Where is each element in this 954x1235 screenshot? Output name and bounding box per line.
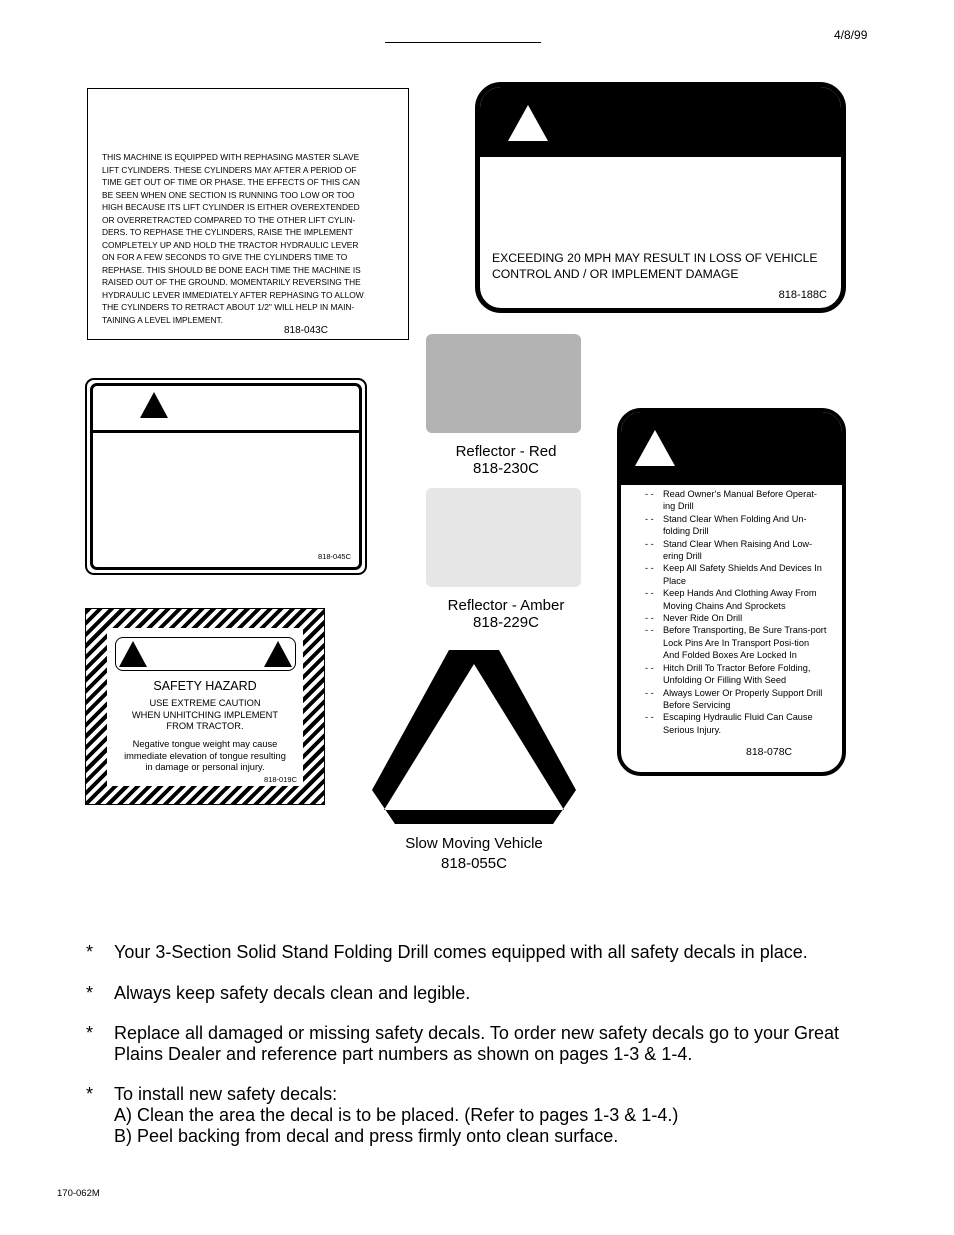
decal-header-band — [621, 412, 842, 485]
text-line: USE EXTREME CAUTION — [149, 698, 261, 708]
list-item: - - Stand Clear When Folding And Un-folding Drill — [645, 513, 827, 538]
list-item: - - Read Owner's Manual Before Operat-ing Drill — [645, 488, 827, 513]
decal-speed-warning — [475, 82, 846, 313]
bullet-star: * — [86, 1084, 94, 1104]
text-line: A) Clean the area the decal is to be placed. (Refer to pages 1-3 & 1-4.) — [114, 1105, 679, 1125]
warning-triangle-icon — [508, 105, 548, 141]
smv-caption — [374, 834, 574, 874]
list-item: - - Always Lower Or Properly Support Drill Before Servicing — [645, 687, 827, 712]
decal-rephasing-cylinders — [87, 88, 409, 340]
warning-triangle-icon — [264, 641, 292, 667]
text-line: B) Peel backing from decal and press firmly onto clean surface. — [114, 1126, 619, 1146]
smv-part-number: 818-055C — [441, 855, 507, 872]
text-line: TAINING A LEVEL IMPLEMENT. — [102, 314, 224, 325]
text-line: FROM TRACTOR. — [166, 721, 244, 731]
decal-part-number: 818-043C — [284, 325, 328, 336]
list-item: - - Escaping Hydraulic Fluid Can Cause Serious Injury. — [645, 711, 827, 736]
text-line: in damage or personal injury. — [145, 762, 265, 772]
text-line: TIME GET OUT OF TIME OR PHASE. THE EFFECTS OF THIS CAN — [102, 177, 360, 187]
text-line: To install new safety decals: — [114, 1084, 338, 1104]
decal-body — [107, 628, 303, 786]
text-line: CONTROL AND / OR IMPLEMENT DAMAGE — [492, 267, 739, 281]
text-line: THE CYLINDERS TO RETRACT ABOUT 1/2" WILL HELP IN MAIN- — [102, 302, 355, 312]
decal-rephasing-text — [102, 151, 398, 326]
reflector-part-number: 818-229C — [473, 614, 539, 631]
text-line: BE SEEN WHEN ONE SECTION IS RUNNING TOO LOW OR TOO — [102, 189, 355, 200]
warning-triangle-icon — [635, 430, 675, 466]
decal-safety-instructions — [617, 408, 846, 776]
page-date: 4/8/99 — [834, 28, 868, 42]
text-line: DERS. TO REPHASE THE CYLINDERS, RAISE THE IMPLEMENT — [102, 227, 353, 237]
text-line: HYDRAULIC LEVER IMMEDIATELY AFTER REPHASING TO ALLOW — [102, 289, 364, 300]
bullet-text: Your 3-Section Solid Stand Folding Drill comes equipped with all safety decals in place. — [114, 942, 808, 962]
decal-part-number: 818-188C — [778, 289, 827, 301]
text-line: HIGH BECAUSE ITS LIFT CYLINDER IS EITHER OVEREXTENDED — [102, 202, 360, 212]
text-line: RAISED OUT OF THE GROUND. MOMENTARILY REVERSING THE — [102, 277, 361, 287]
reflector-name: Reflector - Red — [455, 443, 557, 460]
text-line: COMPLETELY UP AND HOLD THE TRACTOR HYDRAULIC LEVER — [102, 239, 359, 250]
reflector-part-number: 818-230C — [473, 460, 539, 477]
text-line: Plains Dealer and reference part numbers as shown on pages 1-3 & 1-4. — [114, 1044, 693, 1064]
warning-triangle-icon — [119, 641, 147, 667]
bullet-text — [114, 1084, 678, 1147]
reflector-red-caption — [426, 443, 586, 477]
text-line: EXCEEDING 20 MPH MAY RESULT IN LOSS OF VEHICLE — [492, 251, 818, 265]
text-line: WHEN UNHITCHING IMPLEMENT — [131, 709, 279, 720]
title-underline — [385, 42, 541, 43]
hazard-caution — [107, 698, 303, 733]
list-item: - - Stand Clear When Raising And Low-ering Drill — [645, 538, 827, 563]
text-line: Negative tongue weight may cause — [132, 739, 278, 749]
reflector-amber-caption — [426, 597, 586, 631]
text-line: OR OVERRETRACTED COMPARED TO THE OTHER LIFT CYLIN- — [102, 214, 356, 225]
text-line: immediate elevation of tongue resulting — [124, 750, 286, 761]
list-item: - - Hitch Drill To Tractor Before Folding, Unfolding Or Filling With Seed — [645, 662, 827, 687]
bullet-text: Always keep safety decals clean and legible. — [114, 983, 471, 1003]
smv-name: Slow Moving Vehicle — [405, 835, 543, 852]
reflector-amber-swatch — [426, 488, 581, 587]
hazard-detail — [107, 739, 303, 774]
safety-instruction-list — [645, 488, 827, 736]
text-line: THIS MACHINE IS EQUIPPED WITH REPHASING MASTER SLAVE — [102, 152, 360, 162]
slow-moving-vehicle-emblem — [371, 648, 577, 832]
decal-divider — [93, 430, 359, 433]
warning-triangle-icon — [140, 392, 168, 418]
bullet-star: * — [86, 983, 94, 1003]
list-item: - - Never Ride On Drill — [645, 612, 827, 624]
text-line: LIFT CYLINDERS. THESE CYLINDERS MAY AFTER A PERIOD OF — [102, 164, 357, 175]
smv-triangle-frame — [372, 650, 576, 824]
bullet-star: * — [86, 1023, 94, 1043]
hazard-title: SAFETY HAZARD — [153, 679, 257, 693]
decal-part-number: 818-045C — [318, 552, 351, 561]
decal-header-band — [480, 87, 841, 157]
list-item: - - Keep All Safety Shields And Devices In Place — [645, 562, 827, 587]
footer-code: 170-062M — [57, 1188, 100, 1199]
text-line: REPHASE. THIS SHOULD BE DONE EACH TIME THE MACHINE IS — [102, 264, 361, 275]
decal-header-box — [115, 637, 296, 671]
list-item: - - Before Transporting, Be Sure Trans-port Lock Pins Are In Transport Posi-tion And Folded Boxes Are Locked In — [645, 624, 827, 661]
text-line: Replace all damaged or missing safety decals. To order new safety decals go to your Great — [114, 1023, 840, 1043]
text-line: ON FOR A FEW SECONDS TO GIVE THE CYLINDERS TIME TO — [102, 252, 348, 262]
decal-blank-warning — [85, 378, 367, 575]
decal-speed-message — [492, 250, 818, 282]
bullet-text — [114, 1023, 839, 1065]
decal-part-number: 818-078C — [746, 746, 793, 758]
decal-safety-hazard — [85, 608, 325, 805]
reflector-red-swatch — [426, 334, 581, 433]
decal-inner-frame — [90, 383, 362, 570]
list-item: - - Keep Hands And Clothing Away From Moving Chains And Sprockets — [645, 587, 827, 612]
reflector-name: Reflector - Amber — [447, 597, 565, 614]
decal-part-number: 818-019C — [264, 775, 297, 784]
bullet-star: * — [86, 942, 94, 962]
